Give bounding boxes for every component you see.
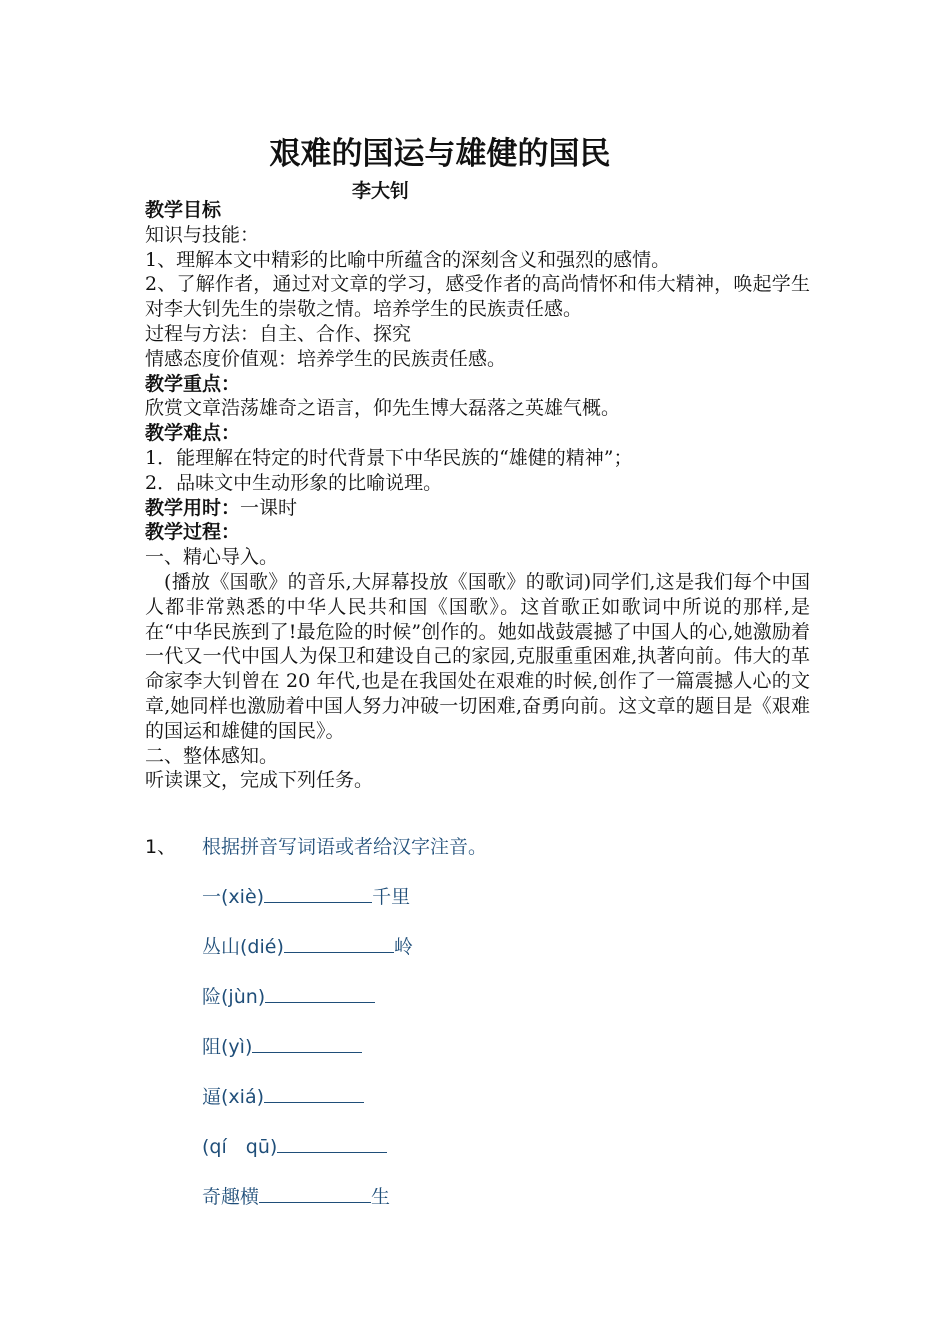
procedure-heading: 教学过程：: [145, 521, 241, 544]
emotion-text: 情感态度价值观：培养学生的民族责任感。: [145, 347, 507, 370]
time-heading: 教学用时：: [145, 496, 241, 519]
answer-blank[interactable]: [264, 884, 372, 903]
item-text-before: 丛山: [202, 936, 241, 958]
answer-blank[interactable]: [265, 984, 375, 1003]
knowledge-item-2: 2、了解作者，通过对文章的学习，感受作者的高尚情怀和伟大精神，唤起学生对李大钊先生的崇敬之情。培养学生的民族责任感。: [145, 273, 810, 321]
step-2: 二、整体感知。: [145, 744, 279, 767]
item-text-before: 逼: [202, 1086, 222, 1108]
item-pinyin: (xiè): [221, 886, 265, 908]
lesson-body: [145, 198, 810, 793]
item-text-before: 一: [202, 886, 222, 908]
answer-blank[interactable]: [277, 1134, 387, 1153]
exercise-item: [202, 1082, 364, 1109]
listen-task: 听读课文，完成下列任务。: [145, 769, 374, 792]
exercise-item: [202, 1032, 362, 1059]
exercise-item: [202, 982, 375, 1009]
difficulty-item-1: 1．能理解在特定的时代背景下中华民族的“雄健的精神”；: [145, 446, 633, 469]
answer-blank[interactable]: [252, 1034, 362, 1053]
answer-blank[interactable]: [264, 1084, 364, 1103]
author-name: 李大钊: [352, 180, 410, 202]
item-text-after: 生: [371, 1186, 391, 1208]
step-1: 一、精心导入。: [145, 546, 279, 569]
item-pinyin: (dié): [240, 936, 284, 958]
exercise-item: [202, 1132, 387, 1159]
focus-heading: 教学重点：: [145, 372, 241, 395]
item-text-after: 千里: [372, 886, 411, 908]
item-pinyin: (xiá): [221, 1086, 265, 1108]
time-value: 一课时: [240, 496, 298, 519]
intro-paragraph: (播放《国歌》的音乐,大屏幕投放《国歌》的歌词)同学们,这是我们每个中国人都非常熟悉的中华人民共和国《国歌》。这首歌正如歌词中所说的那样,是在“中华民族到了!最危险的时候”创作的。她如战鼓震撼了中国人的心,她激励着一代又一代中国人为保卫和建设自己的家园,克服重重困难,执著向前。伟大的革命家李大钊曾在 20 年代,也是在我国处在艰难的时候,创作了一篇震撼人心的文章,她同样也激励着中国人努力冲破一切困难,奋勇向前。这文章的题目是《艰难的国运和雄健的国民》。: [145, 570, 810, 742]
item-text-before: 险: [202, 986, 222, 1008]
difficulty-heading: 教学难点：: [145, 422, 241, 445]
exercise-heading: [145, 832, 487, 859]
item-pinyin: (qí qū): [202, 1136, 278, 1158]
exercise-number: 1、: [145, 836, 177, 858]
knowledge-label: 知识与技能：: [145, 223, 260, 246]
answer-blank[interactable]: [284, 934, 394, 953]
exercise-item: [202, 882, 410, 909]
item-text-before: 阻: [202, 1036, 222, 1058]
exercise-item: [202, 932, 413, 959]
item-text-before: 奇趣横: [202, 1186, 260, 1208]
exercise-item: [202, 1182, 390, 1209]
item-text-after: 岭: [393, 936, 413, 958]
difficulty-item-2: 2．品味文中生动形象的比喻说理。: [145, 471, 443, 494]
knowledge-item-1: 1、理解本文中精彩的比喻中所蕴含的深刻含义和强烈的感情。: [145, 248, 671, 271]
process-text: 过程与方法：自主、合作、探究: [145, 322, 412, 345]
item-pinyin: (jùn): [221, 986, 266, 1008]
exercise-instruction: 根据拼音写词语或者给汉字注音。: [202, 836, 488, 858]
page-title: 艰难的国运与雄健的国民: [269, 136, 611, 172]
answer-blank[interactable]: [259, 1184, 371, 1203]
item-pinyin: (yì): [221, 1036, 253, 1058]
time-line: [145, 496, 810, 521]
focus-text: 欣赏文章浩荡雄奇之语言，仰先生博大磊落之英雄气概。: [145, 397, 621, 420]
objectives-heading: 教学目标: [145, 199, 222, 221]
